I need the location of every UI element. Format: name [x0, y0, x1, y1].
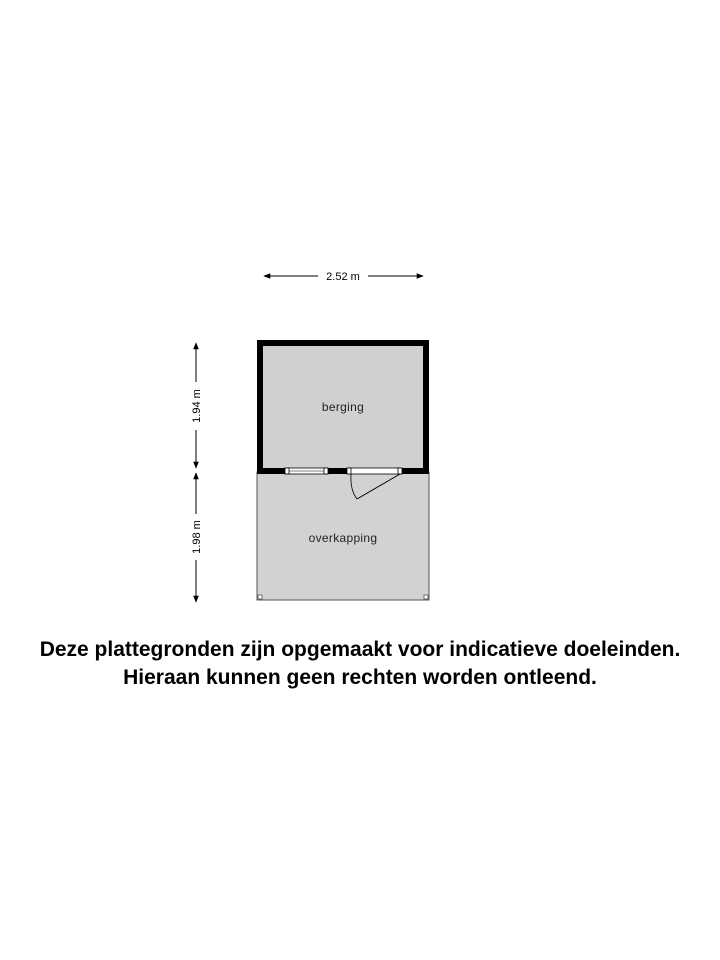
wall-top: [257, 340, 429, 346]
canopy-post-left: [258, 595, 262, 599]
wall-bottom-segment-3: [402, 468, 429, 474]
storage-room-label: berging: [321, 400, 365, 414]
window-jamb-left: [285, 468, 289, 474]
door-jamb-left: [347, 468, 351, 474]
width-dimension-label: 2.52 m: [326, 271, 360, 283]
height-bottom-dimension: [191, 473, 203, 602]
window: [285, 468, 328, 474]
disclaimer-line-2: Hieraan kunnen geen rechten worden ontleend.: [123, 666, 597, 689]
wall-bottom-segment-2: [328, 468, 347, 474]
wall-bottom-segment-1: [257, 468, 285, 474]
height-bottom-label: 1.98 m: [191, 520, 203, 554]
width-dimension: [264, 271, 423, 283]
wall-right: [423, 340, 429, 474]
disclaimer-line-1: Deze plattegronden zijn opgemaakt voor indicatieve doeleinden.: [39, 638, 681, 661]
canopy-post-right: [424, 595, 428, 599]
wall-left: [257, 340, 263, 474]
height-top-label: 1.94 m: [191, 389, 203, 423]
door-threshold: [347, 468, 402, 474]
door-jamb-right: [398, 468, 402, 474]
window-jamb-right: [324, 468, 328, 474]
height-top-dimension: [191, 343, 203, 468]
canopy-label: overkapping: [308, 531, 378, 545]
disclaimer: [0, 636, 720, 692]
